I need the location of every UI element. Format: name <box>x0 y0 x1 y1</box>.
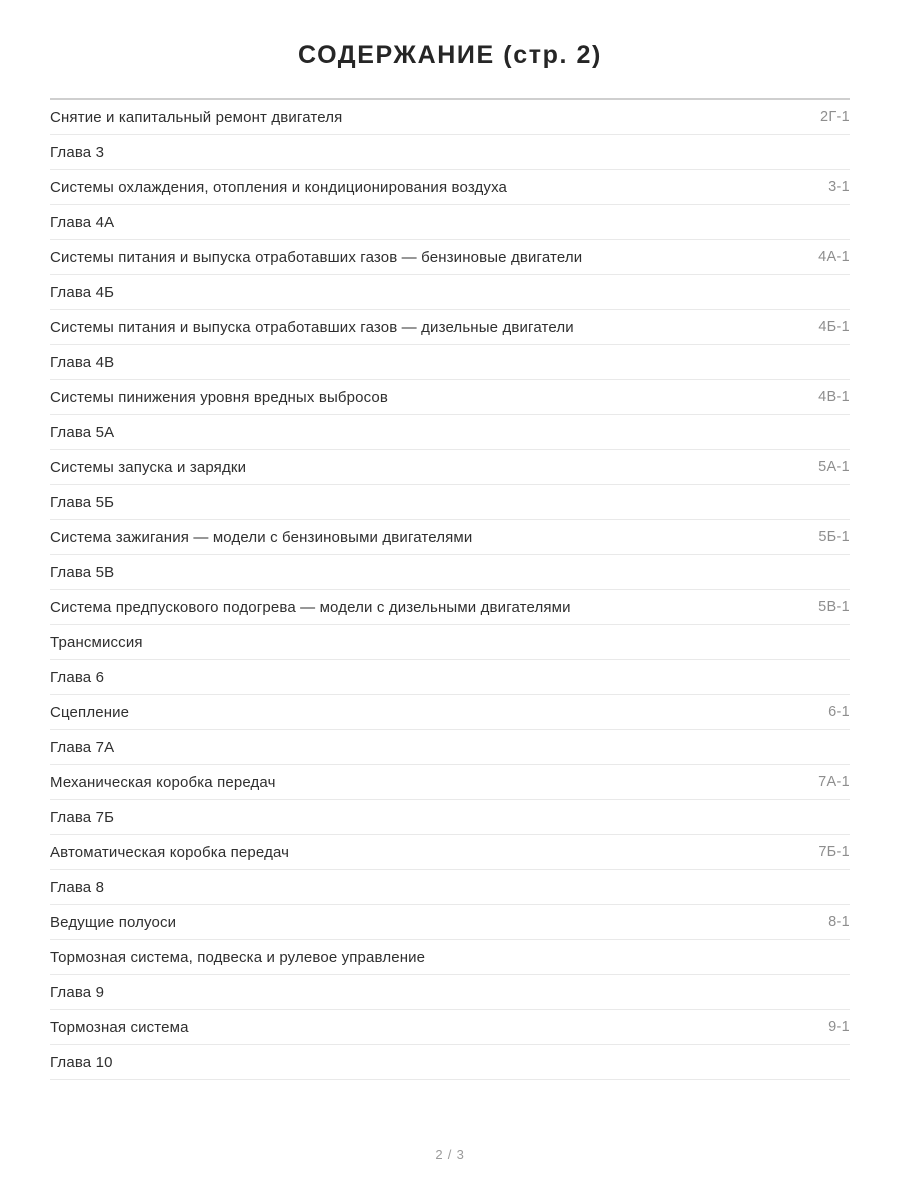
page-title: СОДЕРЖАНИЕ (стр. 2) <box>298 41 602 69</box>
toc-entry-label: Глава 3 <box>50 135 740 170</box>
toc-entry-label: Системы пинижения уровня вредных выбросов <box>50 380 740 415</box>
toc-entry-label: Глава 5В <box>50 555 740 590</box>
toc-entry-pageref <box>740 940 850 975</box>
toc-entry-pageref <box>740 625 850 660</box>
table-row[interactable] <box>50 555 850 590</box>
toc-entry-pageref: 4А-1 <box>740 240 850 275</box>
toc-entry-label: Глава 7Б <box>50 800 740 835</box>
toc-entry-label: Тормозная система, подвеска и рулевое управление <box>50 940 740 975</box>
table-row[interactable] <box>50 625 850 660</box>
toc-entry-label: Глава 4А <box>50 205 740 240</box>
table-row[interactable] <box>50 590 850 625</box>
toc-entry-pageref <box>740 555 850 590</box>
toc-entry-label: Глава 4Б <box>50 275 740 310</box>
toc-entry-label: Системы запуска и зарядки <box>50 450 740 485</box>
table-row[interactable] <box>50 695 850 730</box>
table-row[interactable] <box>50 730 850 765</box>
toc-entry-pageref <box>740 1045 850 1080</box>
table-row[interactable] <box>50 940 850 975</box>
toc-entry-label: Снятие и капитальный ремонт двигателя <box>50 100 740 135</box>
toc-entry-label: Автоматическая коробка передач <box>50 835 740 870</box>
table-row[interactable] <box>50 870 850 905</box>
table-row[interactable] <box>50 485 850 520</box>
toc-entry-label: Система зажигания — модели с бензиновыми двигателями <box>50 520 740 555</box>
toc-entry-label: Системы охлаждения, отопления и кондиционирования воздуха <box>50 170 740 205</box>
toc-entry-label: Глава 7А <box>50 730 740 765</box>
toc-entry-label: Глава 5Б <box>50 485 740 520</box>
table-row[interactable] <box>50 345 850 380</box>
toc-entry-pageref <box>740 275 850 310</box>
toc-entry-label: Ведущие полуоси <box>50 905 740 940</box>
toc-entry-label: Глава 5А <box>50 415 740 450</box>
toc-entry-label: Механическая коробка передач <box>50 765 740 800</box>
toc-entry-label: Системы питания и выпуска отработавших газов — дизельные двигатели <box>50 310 740 345</box>
toc-entry-pageref: 8-1 <box>740 905 850 940</box>
table-row[interactable] <box>50 310 850 345</box>
toc-entry-pageref <box>740 205 850 240</box>
toc-entry-pageref: 6-1 <box>740 695 850 730</box>
toc-entry-label: Сцепление <box>50 695 740 730</box>
toc-entry-pageref <box>740 345 850 380</box>
table-row[interactable] <box>50 380 850 415</box>
page-indicator: 2 / 3 <box>435 1147 465 1162</box>
table-row[interactable] <box>50 135 850 170</box>
table-row[interactable] <box>50 100 850 135</box>
toc-rows-container <box>50 100 850 1080</box>
toc-entry-label: Глава 8 <box>50 870 740 905</box>
toc-entry-pageref <box>740 870 850 905</box>
toc-entry-pageref: 4В-1 <box>740 380 850 415</box>
table-row[interactable] <box>50 240 850 275</box>
toc-entry-pageref: 5Б-1 <box>740 520 850 555</box>
toc-entry-pageref: 7А-1 <box>740 765 850 800</box>
toc-entry-pageref: 5В-1 <box>740 590 850 625</box>
toc-entry-pageref: 2Г-1 <box>740 100 850 135</box>
toc-entry-pageref <box>740 135 850 170</box>
table-row[interactable] <box>50 660 850 695</box>
toc-entry-pageref: 9-1 <box>740 1010 850 1045</box>
toc-entry-label: Глава 9 <box>50 975 740 1010</box>
toc-entry-label: Глава 10 <box>50 1045 740 1080</box>
table-row[interactable] <box>50 170 850 205</box>
toc-entry-label: Система предпускового подогрева — модели с дизельными двигателями <box>50 590 740 625</box>
toc-entry-pageref <box>740 975 850 1010</box>
table-row[interactable] <box>50 450 850 485</box>
toc-entry-label: Системы питания и выпуска отработавших газов — бензиновые двигатели <box>50 240 740 275</box>
toc-entry-label: Трансмиссия <box>50 625 740 660</box>
table-of-contents <box>50 100 850 1080</box>
table-row[interactable] <box>50 1045 850 1080</box>
table-row[interactable] <box>50 205 850 240</box>
table-row[interactable] <box>50 1010 850 1045</box>
toc-entry-pageref: 7Б-1 <box>740 835 850 870</box>
table-row[interactable] <box>50 765 850 800</box>
table-row[interactable] <box>50 275 850 310</box>
table-row[interactable] <box>50 800 850 835</box>
table-row[interactable] <box>50 975 850 1010</box>
table-row[interactable] <box>50 415 850 450</box>
toc-entry-label: Тормозная система <box>50 1010 740 1045</box>
toc-entry-pageref <box>740 800 850 835</box>
toc-entry-pageref: 3-1 <box>740 170 850 205</box>
table-row[interactable] <box>50 835 850 870</box>
toc-entry-pageref: 5А-1 <box>740 450 850 485</box>
toc-entry-label: Глава 6 <box>50 660 740 695</box>
toc-entry-pageref <box>740 485 850 520</box>
toc-entry-pageref <box>740 415 850 450</box>
toc-entry-label: Глава 4В <box>50 345 740 380</box>
table-row[interactable] <box>50 905 850 940</box>
toc-entry-pageref <box>740 730 850 765</box>
table-row[interactable] <box>50 520 850 555</box>
toc-entry-pageref: 4Б-1 <box>740 310 850 345</box>
toc-entry-pageref <box>740 660 850 695</box>
